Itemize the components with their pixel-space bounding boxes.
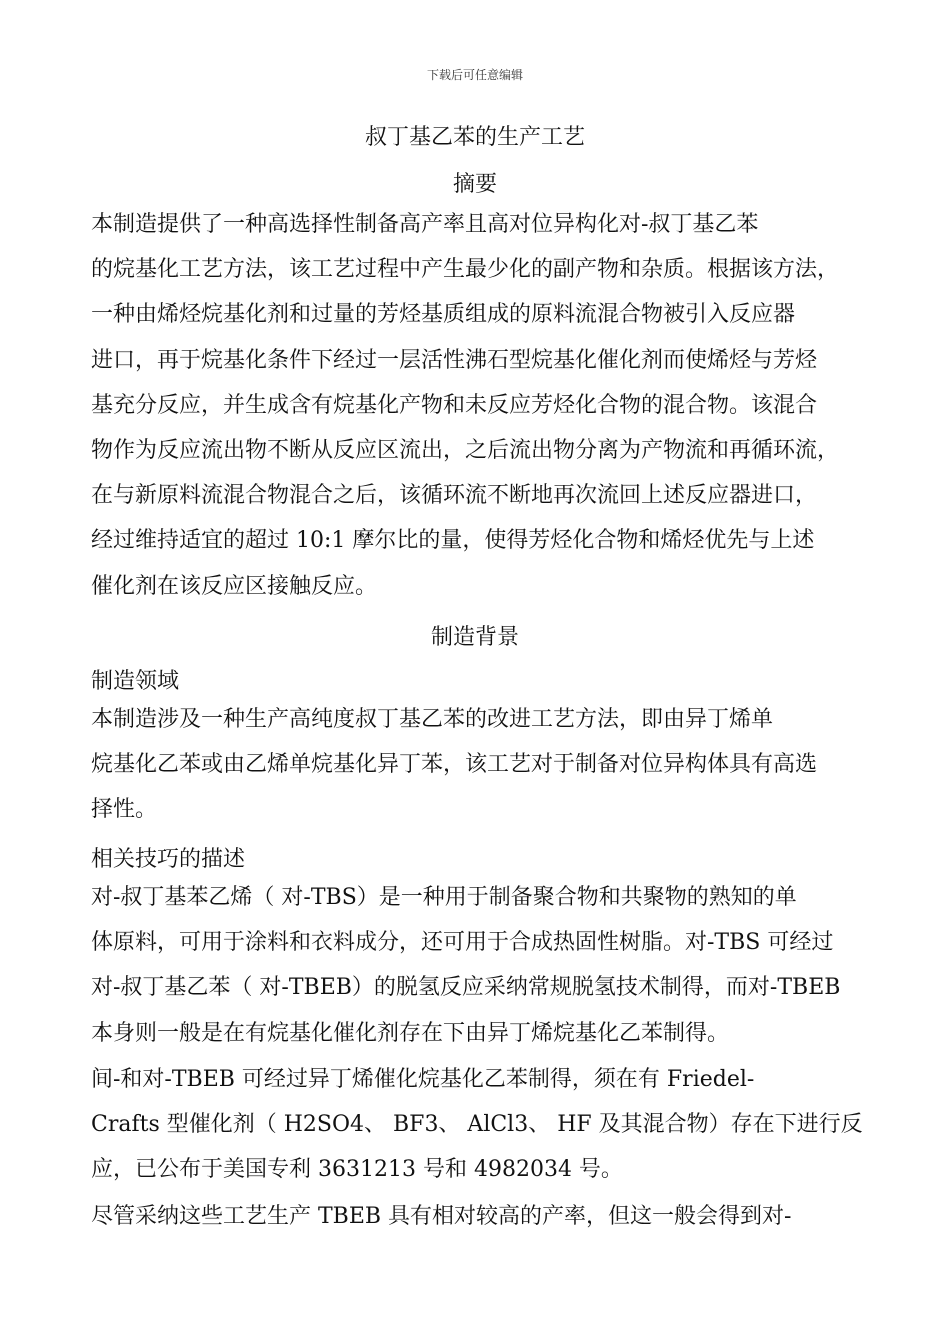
text-line: 物作为反应流出物不断从反应区流出，之后流出物分离为产物流和再循环流， bbox=[91, 437, 840, 463]
text-line: 尽管采纳这些工艺生产 TBEB 具有相对较高的产率，但这一般会得到对- bbox=[91, 1204, 792, 1229]
field-paragraph bbox=[91, 697, 869, 833]
document-title: 叔丁基乙苯的生产工艺 bbox=[364, 125, 585, 150]
text-line: 本身则一般是在有烷基化催化剂存在下由异丁烯烷基化乙苯制得。 bbox=[91, 1020, 730, 1046]
text-line: 在与新原料流混合物混合之后，该循环流不断地再次流回上述反应器进口， bbox=[91, 483, 818, 509]
related-art-paragraph-3 bbox=[91, 1194, 869, 1239]
related-art-paragraph-1 bbox=[91, 875, 869, 1056]
text-line: 间-和对-TBEB 可经过异丁烯催化烷基化乙苯制得，须在有 Friedel- bbox=[91, 1067, 755, 1092]
text-line: 基充分反应，并生成含有烷基化产物和未反应芳烃化合物的混合物。该混合 bbox=[91, 392, 818, 418]
text-line: Crafts 型催化剂（ H2SO4、 BF3、 AlCl3、 HF 及其混合物）存在下进行反 bbox=[91, 1112, 863, 1138]
text-line: 一种由烯烃烷基化剂和过量的芳烃基质组成的原料流混合物被引入反应器 bbox=[91, 302, 796, 328]
abstract-paragraph bbox=[91, 202, 869, 609]
background-heading: 制造背景 bbox=[430, 625, 519, 650]
text-line: 本制造提供了一种高选择性制备高产率且高对位异构化对-叔丁基乙苯 bbox=[91, 212, 759, 237]
related-art-heading: 相关技巧的描述 bbox=[91, 847, 246, 872]
text-line: 烷基化乙苯或由乙烯单烷基化异丁苯，该工艺对于制备对位异构体具有高选 bbox=[91, 752, 818, 778]
related-art-paragraph-2 bbox=[91, 1057, 869, 1193]
text-line: 经过维持适宜的超过 10:1 摩尔比的量，使得芳烃化合物和烯烃优先与上述 bbox=[91, 528, 815, 554]
text-line: 对-叔丁基乙苯（ 对-TBEB）的脱氢反应采纳常规脱氢技术制得，而对-TBEB bbox=[91, 975, 841, 1001]
field-heading: 制造领域 bbox=[91, 669, 180, 694]
text-line: 本制造涉及一种生产高纯度叔丁基乙苯的改进工艺方法，即由异丁烯单 bbox=[91, 707, 774, 732]
header-note: 下载后可任意编辑 bbox=[426, 68, 523, 82]
text-line: 应，已公布于美国专利 3631213 号和 4982034 号。 bbox=[91, 1157, 623, 1183]
text-line: 体原料，可用于涂料和衣料成分，还可用于合成热固性树脂。对-TBS 可经过 bbox=[91, 930, 834, 956]
text-line: 进口，再于烷基化条件下经过一层活性沸石型烷基化催化剂而使烯烃与芳烃 bbox=[91, 347, 818, 373]
text-line: 催化剂在该反应区接触反应。 bbox=[91, 573, 378, 599]
text-line: 择性。 bbox=[91, 797, 158, 823]
abstract-heading: 摘要 bbox=[452, 172, 497, 197]
text-line: 的烷基化工艺方法，该工艺过程中产生最少化的副产物和杂质。根据该方法， bbox=[91, 257, 840, 283]
text-line: 对-叔丁基苯乙烯（ 对-TBS）是一种用于制备聚合物和共聚物的熟知的单 bbox=[91, 885, 797, 910]
